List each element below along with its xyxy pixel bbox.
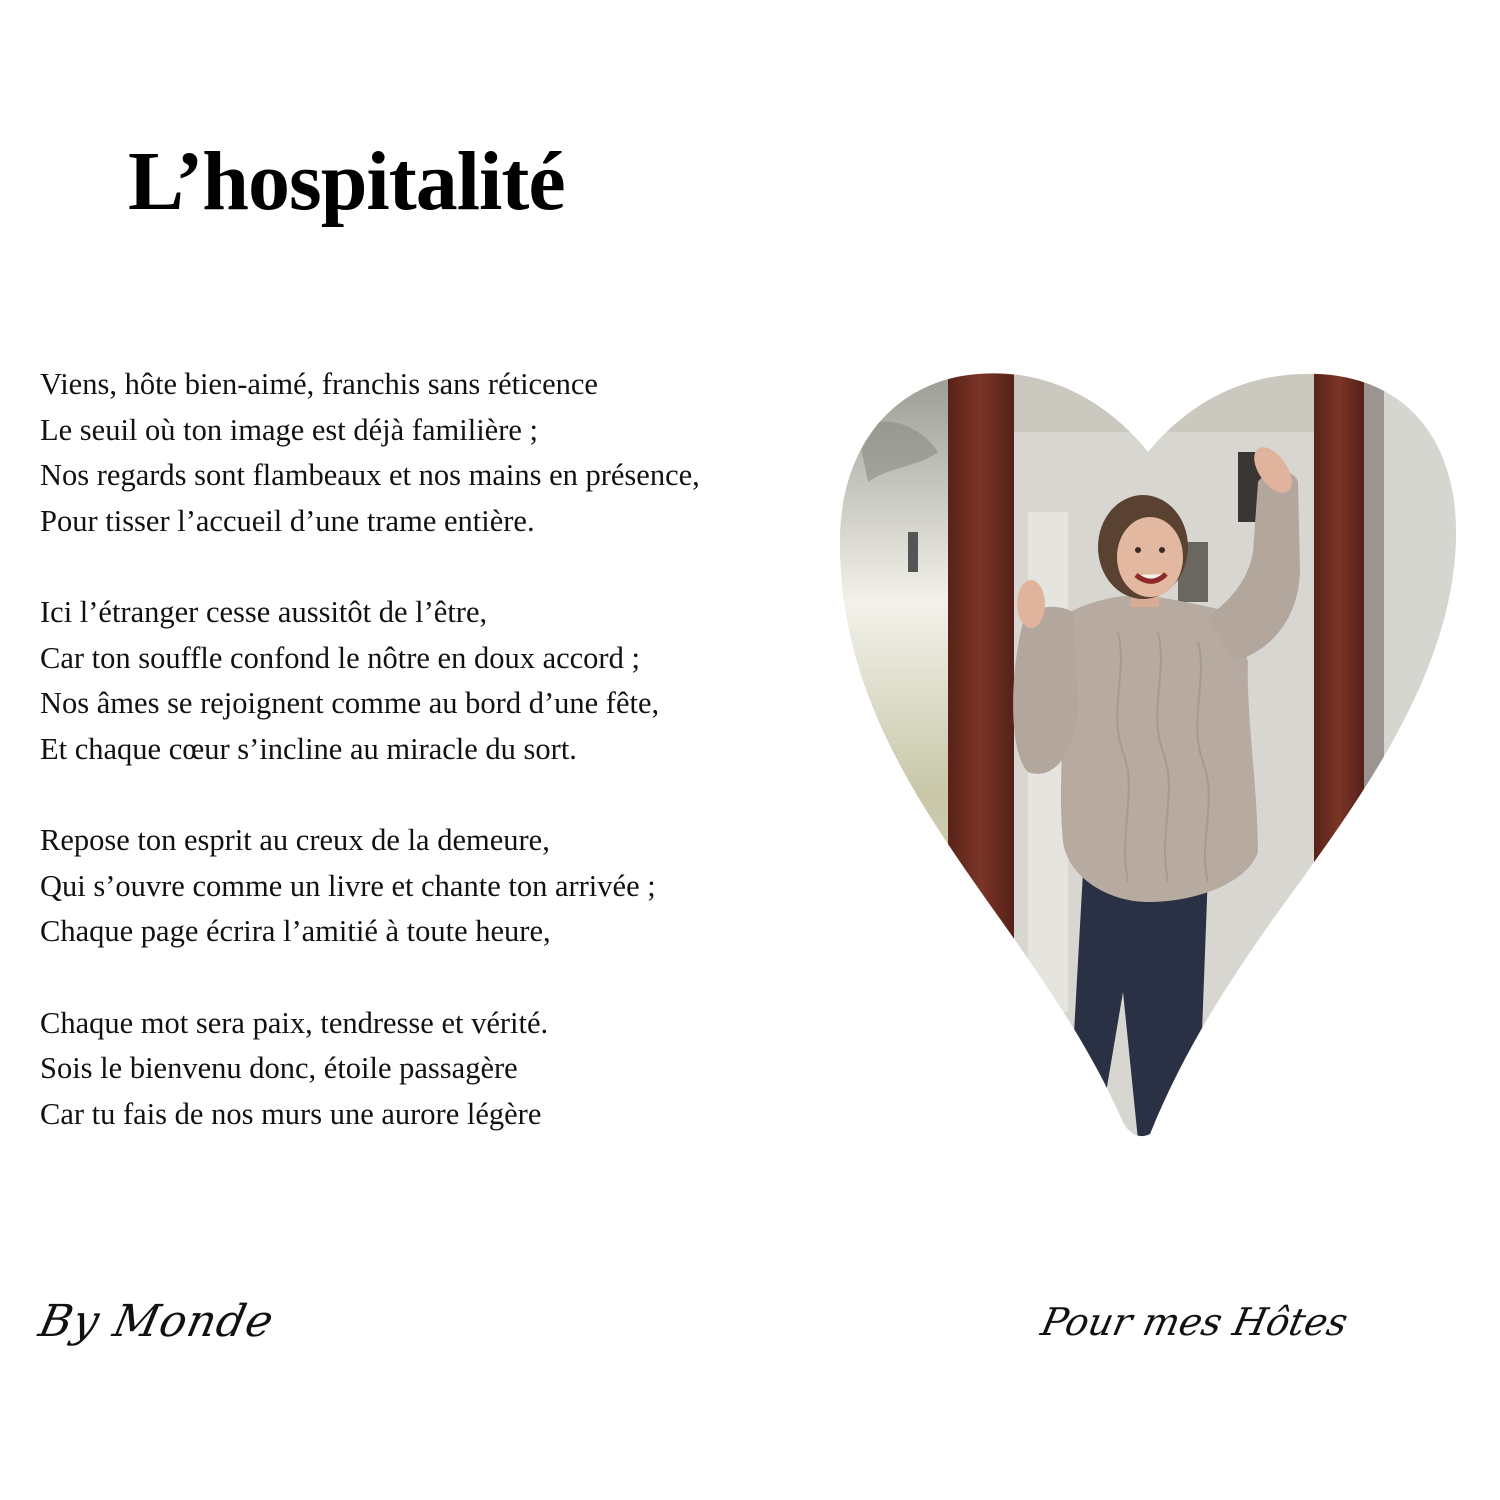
poem-line: Le seuil où ton image est déjà familière ; bbox=[40, 412, 538, 447]
poem-stanza-2 bbox=[40, 590, 840, 772]
poem-line: Ici l’étranger cesse aussitôt de l’être, bbox=[40, 595, 488, 629]
left-hand bbox=[1017, 580, 1045, 628]
poem-line: Repose ton esprit au creux de la demeure, bbox=[40, 823, 550, 857]
poem-line: Pour tisser l’accueil d’une trame entière. bbox=[40, 503, 535, 538]
signature-dedication: Pour mes Hôtes bbox=[1037, 1300, 1352, 1344]
page-title: L’hospitalité bbox=[128, 135, 565, 228]
door-glass-edge bbox=[1364, 372, 1384, 1140]
lantern bbox=[908, 532, 918, 572]
poem-stanza-1 bbox=[40, 362, 840, 544]
door-frame-right bbox=[1314, 372, 1364, 1140]
door-glass bbox=[1384, 372, 1458, 1140]
eye bbox=[1135, 547, 1141, 553]
poem bbox=[40, 362, 840, 1183]
poem-line: Nos âmes se rejoignent comme au bord d’une fête, bbox=[40, 686, 660, 720]
poem-stanza-4 bbox=[40, 1001, 840, 1138]
jeans bbox=[1068, 872, 1208, 1140]
poem-stanza-3 bbox=[40, 818, 840, 955]
poem-line: Et chaque cœur s’incline au miracle du sort. bbox=[40, 731, 577, 766]
sweater-left-sleeve bbox=[1013, 607, 1078, 774]
heart-photo bbox=[838, 372, 1458, 1140]
poem-line: Chaque mot sera paix, tendresse et vérité. bbox=[40, 1005, 549, 1040]
poem-line: Car tu fais de nos murs une aurore légère bbox=[40, 1096, 542, 1131]
poem-line: Viens, hôte bien-aimé, franchis sans réticence bbox=[40, 367, 598, 401]
poem-line: Car ton souffle confond le nôtre en doux accord ; bbox=[40, 640, 640, 675]
signature-author: By Monde bbox=[34, 1296, 279, 1347]
poem-line: Sois le bienvenu donc, étoile passagère bbox=[40, 1051, 518, 1085]
poem-line: Qui s’ouvre comme un livre et chante ton arrivée ; bbox=[40, 868, 656, 903]
door-frame-left bbox=[948, 372, 1014, 1140]
eye bbox=[1159, 547, 1165, 553]
window-left bbox=[838, 372, 948, 1140]
smile bbox=[1136, 574, 1166, 581]
poem-line: Chaque page écrira l’amitié à toute heure, bbox=[40, 914, 551, 948]
poem-line: Nos regards sont flambeaux et nos mains en présence, bbox=[40, 458, 700, 492]
ceiling bbox=[1014, 372, 1314, 432]
face bbox=[1117, 517, 1183, 597]
